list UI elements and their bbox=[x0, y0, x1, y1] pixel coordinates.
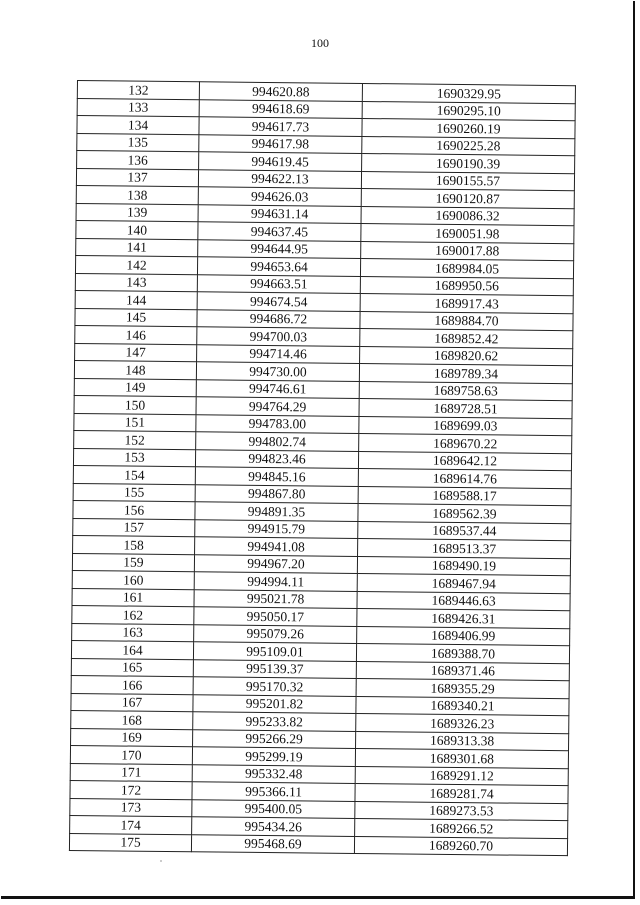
x-coordinate-cell: 995366.11 bbox=[192, 782, 355, 801]
x-coordinate-cell: 994915.79 bbox=[195, 519, 358, 538]
x-coordinate-cell: 994994.11 bbox=[194, 572, 357, 591]
point-number-cell: 166 bbox=[71, 675, 193, 694]
point-number-cell: 175 bbox=[69, 833, 191, 852]
x-coordinate-cell: 994626.03 bbox=[198, 187, 361, 206]
point-number-cell: 171 bbox=[70, 763, 192, 782]
x-coordinate-cell: 994700.03 bbox=[197, 327, 360, 346]
point-number-cell: 134 bbox=[77, 116, 199, 135]
x-coordinate-cell: 994617.98 bbox=[199, 134, 362, 153]
point-number-cell: 148 bbox=[74, 360, 196, 379]
coordinates-table-container bbox=[69, 80, 575, 856]
point-number-cell: 156 bbox=[73, 500, 195, 519]
x-coordinate-cell: 995170.32 bbox=[193, 677, 356, 696]
point-number-cell: 141 bbox=[76, 238, 198, 257]
x-coordinate-cell: 995468.69 bbox=[191, 834, 354, 853]
y-coordinate-cell: 1689260.70 bbox=[354, 836, 567, 856]
point-number-cell: 135 bbox=[77, 133, 199, 152]
y-coordinate-cell: 1690051.98 bbox=[361, 223, 574, 243]
y-coordinate-cell: 1689281.74 bbox=[355, 783, 568, 803]
x-coordinate-cell: 994686.72 bbox=[197, 309, 360, 328]
x-coordinate-cell: 994653.64 bbox=[197, 257, 360, 276]
x-coordinate-cell: 994674.54 bbox=[197, 292, 360, 311]
x-coordinate-cell: 995266.29 bbox=[193, 729, 356, 748]
point-number-cell: 152 bbox=[74, 430, 196, 449]
point-number-cell: 163 bbox=[72, 623, 194, 642]
x-coordinate-cell: 995079.26 bbox=[194, 624, 357, 643]
y-coordinate-cell: 1689917.43 bbox=[360, 293, 573, 313]
y-coordinate-cell: 1690190.39 bbox=[362, 153, 575, 173]
point-number-cell: 158 bbox=[73, 535, 195, 554]
x-coordinate-cell: 994622.13 bbox=[198, 169, 361, 188]
x-coordinate-cell: 994845.16 bbox=[195, 467, 358, 486]
point-number-cell: 138 bbox=[76, 185, 198, 204]
y-coordinate-cell: 1690155.57 bbox=[361, 171, 574, 191]
point-number-cell: 168 bbox=[71, 710, 193, 729]
point-number-cell: 172 bbox=[70, 780, 192, 799]
point-number-cell: 142 bbox=[75, 255, 197, 274]
x-coordinate-cell: 994663.51 bbox=[197, 274, 360, 293]
point-number-cell: 143 bbox=[75, 273, 197, 292]
point-number-cell: 161 bbox=[72, 588, 194, 607]
y-coordinate-cell: 1689537.44 bbox=[358, 521, 571, 541]
y-coordinate-cell: 1690329.95 bbox=[362, 83, 575, 103]
y-coordinate-cell: 1689984.05 bbox=[360, 258, 573, 278]
point-number-cell: 151 bbox=[74, 413, 196, 432]
x-coordinate-cell: 995434.26 bbox=[192, 817, 355, 836]
y-coordinate-cell: 1689273.53 bbox=[355, 801, 568, 821]
point-number-cell: 139 bbox=[76, 203, 198, 222]
y-coordinate-cell: 1689371.46 bbox=[356, 661, 569, 681]
point-number-cell: 167 bbox=[71, 693, 193, 712]
x-coordinate-cell: 995139.37 bbox=[193, 659, 356, 678]
y-coordinate-cell: 1689728.51 bbox=[359, 398, 572, 418]
point-number-cell: 159 bbox=[72, 553, 194, 572]
point-number-cell: 136 bbox=[77, 151, 199, 170]
y-coordinate-cell: 1689588.17 bbox=[358, 486, 571, 506]
x-coordinate-cell: 994764.29 bbox=[196, 397, 359, 416]
x-coordinate-cell: 994618.69 bbox=[199, 99, 362, 118]
x-coordinate-cell: 995233.82 bbox=[193, 712, 356, 731]
y-coordinate-cell: 1689852.42 bbox=[360, 328, 573, 348]
y-coordinate-cell: 1690260.19 bbox=[362, 118, 575, 138]
y-coordinate-cell: 1690120.87 bbox=[361, 188, 574, 208]
y-coordinate-cell: 1690225.28 bbox=[362, 136, 575, 156]
y-coordinate-cell: 1690295.10 bbox=[362, 101, 575, 121]
point-number-cell: 160 bbox=[72, 570, 194, 589]
y-coordinate-cell: 1690017.88 bbox=[361, 241, 574, 261]
x-coordinate-cell: 994867.80 bbox=[195, 484, 358, 503]
x-coordinate-cell: 994631.14 bbox=[198, 204, 361, 223]
y-coordinate-cell: 1689291.12 bbox=[355, 766, 568, 786]
y-coordinate-cell: 1689789.34 bbox=[359, 363, 572, 383]
x-coordinate-cell: 994714.46 bbox=[197, 344, 360, 363]
y-coordinate-cell: 1689562.39 bbox=[358, 503, 571, 523]
x-coordinate-cell: 994802.74 bbox=[196, 432, 359, 451]
y-coordinate-cell: 1689426.31 bbox=[357, 608, 570, 628]
y-coordinate-cell: 1689950.56 bbox=[360, 276, 573, 296]
x-coordinate-cell: 995021.78 bbox=[194, 589, 357, 608]
point-number-cell: 133 bbox=[77, 98, 199, 117]
point-number-cell: 157 bbox=[73, 518, 195, 537]
y-coordinate-cell: 1689355.29 bbox=[356, 678, 569, 698]
page-number: 100 bbox=[311, 36, 329, 50]
point-number-cell: 132 bbox=[77, 81, 199, 100]
point-number-cell: 164 bbox=[71, 640, 193, 659]
x-coordinate-cell: 995201.82 bbox=[193, 694, 356, 713]
coordinates-table bbox=[69, 80, 576, 856]
point-number-cell: 170 bbox=[70, 745, 192, 764]
point-number-cell: 169 bbox=[71, 728, 193, 747]
point-number-cell: 154 bbox=[73, 465, 195, 484]
x-coordinate-cell: 994637.45 bbox=[198, 222, 361, 241]
x-coordinate-cell: 995109.01 bbox=[193, 642, 356, 661]
x-coordinate-cell: 994823.46 bbox=[195, 449, 358, 468]
point-number-cell: 146 bbox=[75, 325, 197, 344]
y-coordinate-cell: 1689490.19 bbox=[357, 556, 570, 576]
point-number-cell: 145 bbox=[75, 308, 197, 327]
point-number-cell: 174 bbox=[70, 815, 192, 834]
point-number-cell: 165 bbox=[71, 658, 193, 677]
point-number-cell: 162 bbox=[72, 605, 194, 624]
x-coordinate-cell: 995332.48 bbox=[192, 764, 355, 783]
x-coordinate-cell: 994783.00 bbox=[196, 414, 359, 433]
y-coordinate-cell: 1689406.99 bbox=[357, 626, 570, 646]
y-coordinate-cell: 1689467.94 bbox=[357, 573, 570, 593]
x-coordinate-cell: 994617.73 bbox=[199, 117, 362, 136]
y-coordinate-cell: 1689884.70 bbox=[360, 311, 573, 331]
y-coordinate-cell: 1689820.62 bbox=[360, 346, 573, 366]
y-coordinate-cell: 1689614.76 bbox=[358, 468, 571, 488]
y-coordinate-cell: 1689326.23 bbox=[356, 713, 569, 733]
y-coordinate-cell: 1689642.12 bbox=[358, 451, 571, 471]
y-coordinate-cell: 1689699.03 bbox=[359, 416, 572, 436]
point-number-cell: 150 bbox=[74, 395, 196, 414]
x-coordinate-cell: 995299.19 bbox=[192, 747, 355, 766]
y-coordinate-cell: 1689313.38 bbox=[356, 731, 569, 751]
y-coordinate-cell: 1689446.63 bbox=[357, 591, 570, 611]
point-number-cell: 137 bbox=[76, 168, 198, 187]
point-number-cell: 173 bbox=[70, 798, 192, 817]
point-number-cell: 144 bbox=[75, 290, 197, 309]
y-coordinate-cell: 1689513.37 bbox=[358, 538, 571, 558]
y-coordinate-cell: 1689266.52 bbox=[355, 818, 568, 838]
y-coordinate-cell: 1689301.68 bbox=[355, 748, 568, 768]
x-coordinate-cell: 994967.20 bbox=[194, 554, 357, 573]
y-coordinate-cell: 1689388.70 bbox=[356, 643, 569, 663]
point-number-cell: 140 bbox=[76, 220, 198, 239]
y-coordinate-cell: 1689340.21 bbox=[356, 696, 569, 716]
table-body bbox=[69, 81, 575, 856]
point-number-cell: 149 bbox=[74, 378, 196, 397]
y-coordinate-cell: 1689670.22 bbox=[359, 433, 572, 453]
x-coordinate-cell: 995050.17 bbox=[194, 607, 357, 626]
y-coordinate-cell: 1690086.32 bbox=[361, 206, 574, 226]
x-coordinate-cell: 995400.05 bbox=[192, 799, 355, 818]
x-coordinate-cell: 994891.35 bbox=[195, 502, 358, 521]
x-coordinate-cell: 994730.00 bbox=[196, 362, 359, 381]
x-coordinate-cell: 994746.61 bbox=[196, 379, 359, 398]
x-coordinate-cell: 994941.08 bbox=[195, 537, 358, 556]
point-number-cell: 153 bbox=[73, 448, 195, 467]
x-coordinate-cell: 994644.95 bbox=[198, 239, 361, 258]
point-number-cell: 155 bbox=[73, 483, 195, 502]
x-coordinate-cell: 994620.88 bbox=[199, 82, 362, 101]
point-number-cell: 147 bbox=[75, 343, 197, 362]
scan-speck bbox=[160, 860, 162, 862]
y-coordinate-cell: 1689758.63 bbox=[359, 381, 572, 401]
x-coordinate-cell: 994619.45 bbox=[199, 152, 362, 171]
